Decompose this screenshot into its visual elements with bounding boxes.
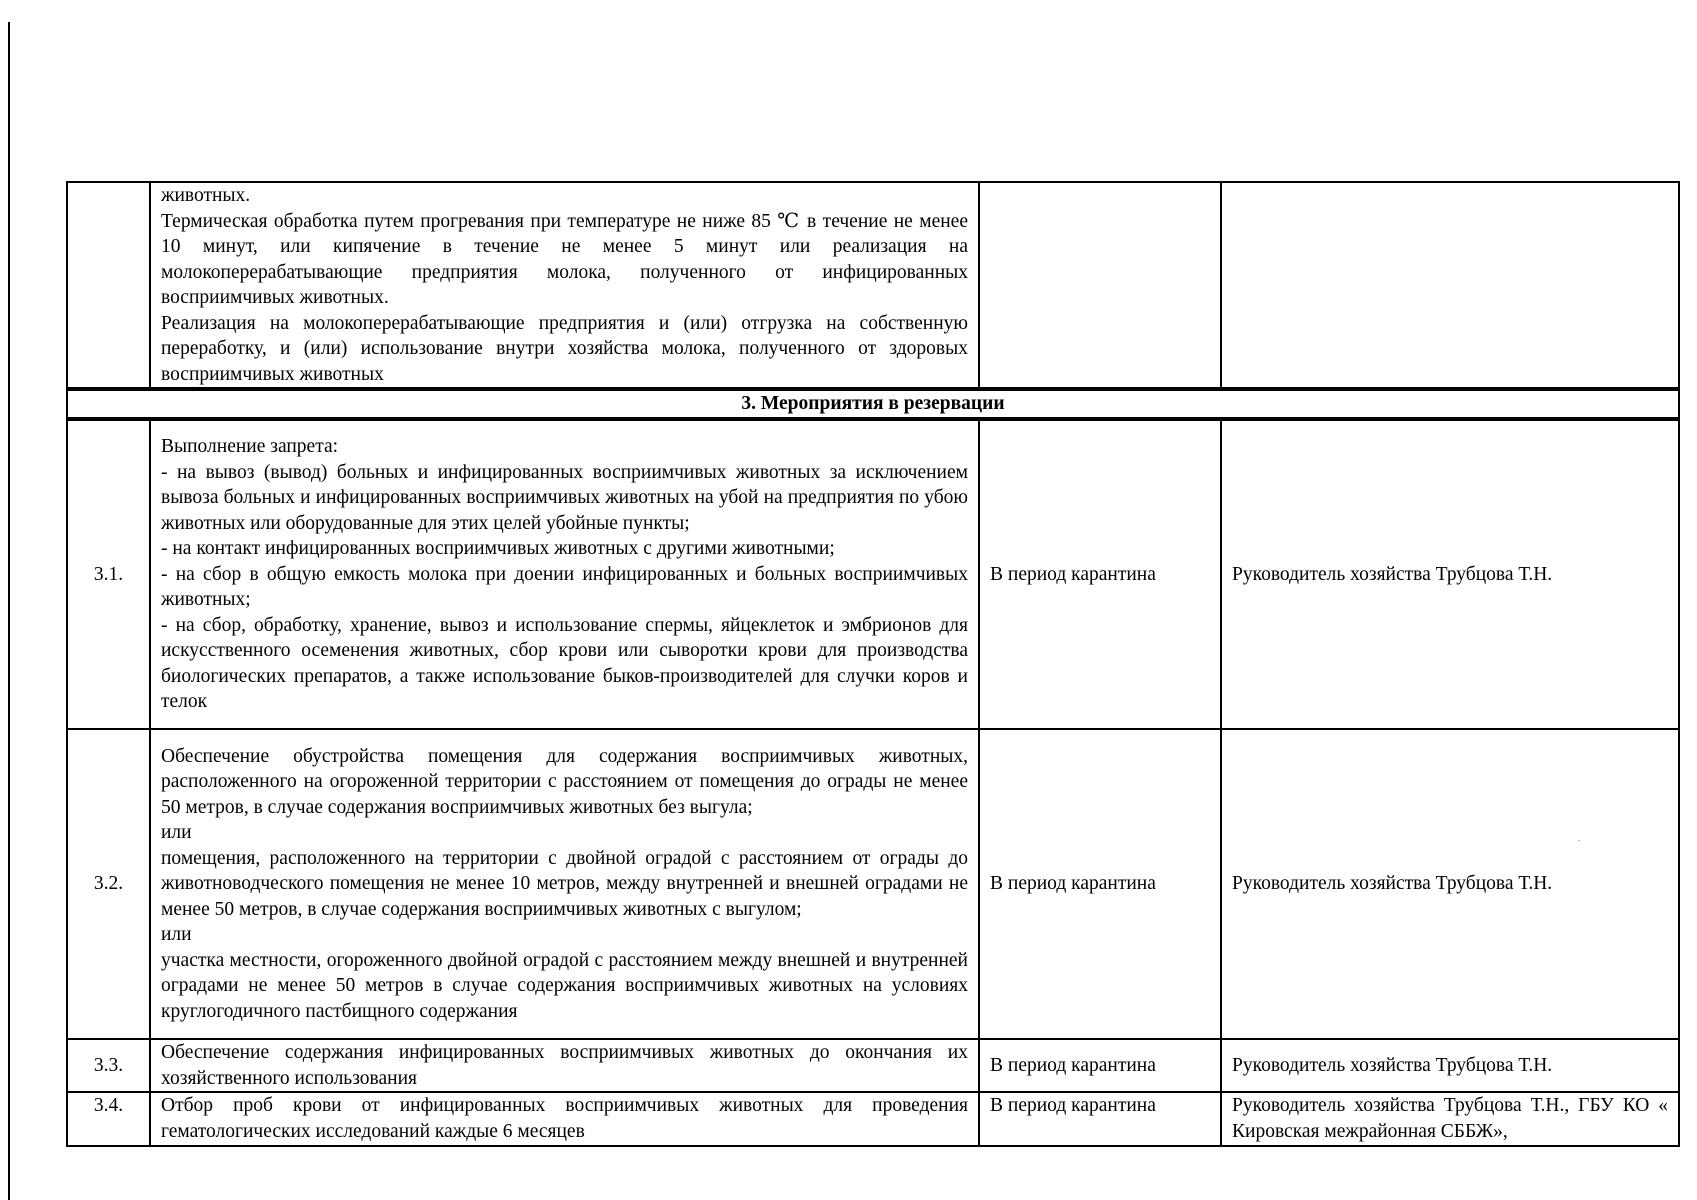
measure-description bbox=[150, 419, 979, 729]
table-row bbox=[67, 1092, 1679, 1146]
measure-term: В период карантина bbox=[979, 729, 1221, 1039]
measure-description bbox=[150, 1039, 979, 1092]
table-row bbox=[67, 1039, 1679, 1092]
desc-paragraph: Выполнение запрета: bbox=[161, 436, 339, 458]
measure-term: В период карантина bbox=[979, 1092, 1221, 1146]
measure-description bbox=[150, 729, 979, 1039]
row-number: 3.4. bbox=[67, 1092, 150, 1146]
measure-responsible: Руководитель хозяйства Трубцова Т.Н. bbox=[1221, 729, 1679, 1039]
measure-term: В период карантина bbox=[979, 1039, 1221, 1092]
desc-paragraph: - на сбор, обработку, хранение, вывоз и использование спермы, яйцеклеток и эмбрионов для искусственного осеменения животных, сбор крови или сыворотки крови для производства биологических препаратов, а также использование быков-производителей для случки коров и телок bbox=[161, 614, 968, 713]
desc-paragraph: Обеспечение содержания инфицированных восприимчивых животных до окончания их хозяйственного использования bbox=[161, 1042, 968, 1089]
desc-paragraph: участка местности, огороженного двойной оградой с расстоянием между внешней и внутренней оградами не менее 50 метров в случае содержания восприимчивых животных на условиях круглогодичного пастбищного содержания bbox=[161, 949, 968, 1022]
table-row bbox=[67, 419, 1679, 729]
measure-responsible: Руководитель хозяйства Трубцова Т.Н. bbox=[1221, 419, 1679, 729]
measure-term bbox=[979, 182, 1221, 389]
row-number: 3.2. bbox=[67, 729, 150, 1039]
page-margin-line bbox=[8, 22, 10, 1200]
measure-description bbox=[150, 1092, 979, 1146]
measure-responsible: Руководитель хозяйства Трубцова Т.Н., ГБУ КО « Кировская межрайонная СББЖ», bbox=[1221, 1092, 1679, 1146]
desc-paragraph: - на сбор в общую емкость молока при доении инфицированных и больных восприимчивых животных; bbox=[161, 563, 968, 611]
section-title: 3. Мероприятия в резервации bbox=[67, 389, 1679, 419]
table-row bbox=[67, 182, 1679, 389]
measure-description bbox=[150, 182, 979, 389]
measure-responsible: Руководитель хозяйства Трубцова Т.Н. bbox=[1221, 1039, 1679, 1092]
desc-paragraph: - на контакт инфицированных восприимчивых животных с другими животными; bbox=[161, 538, 835, 560]
desc-paragraph: или bbox=[161, 924, 192, 946]
desc-paragraph: Реализация на молокоперерабатывающие предприятия и (или) отгрузка на собственную переработку, и (или) использование внутри хозяйства молока, полученного от здоровых восприимчивых животных bbox=[161, 312, 968, 385]
desc-paragraph: Обеспечение обустройства помещения для содержания восприимчивых животных, расположенного на огороженной территории с расстоянием от помещения до ограды не менее 50 метров, в случае содержания восприимчивых животных без выгула; bbox=[161, 745, 968, 818]
desc-paragraph: Отбор проб крови от инфицированных восприимчивых животных для проведения гематологических исследований каждые 6 месяцев bbox=[161, 1095, 968, 1142]
row-number: 3.1. bbox=[67, 419, 150, 729]
measure-responsible bbox=[1221, 182, 1679, 389]
desc-paragraph: - на вывоз (вывод) больных и инфицированных восприимчивых животных за исключением вывоза больных и инфицированных восприимчивых животных на убой на предприятия по убою животных или оборудованные для этих целей убойные пункты; bbox=[161, 461, 968, 534]
desc-paragraph: животных. bbox=[161, 185, 251, 206]
desc-paragraph: или bbox=[161, 822, 192, 844]
measure-term: В период карантина bbox=[979, 419, 1221, 729]
row-number: 3.3. bbox=[67, 1039, 150, 1092]
table-row bbox=[67, 729, 1679, 1039]
desc-paragraph: помещения, расположенного на территории с двойной оградой с расстоянием от ограды до животноводческого помещения не менее 10 метров, между внутренней и внешней оградами не менее 50 метров, в случае содержания восприимчивых животных с выгулом; bbox=[161, 847, 968, 920]
measures-table bbox=[66, 181, 1680, 1147]
desc-paragraph: Термическая обработка путем прогревания при температуре не ниже 85 ℃ в течение не менее 10 минут, или кипячение в течение не менее 5 минут или реализация на молокоперерабатывающие предприятия молока, полученного от инфицированных восприимчивых животных. bbox=[161, 210, 968, 308]
row-number bbox=[67, 182, 150, 389]
section-header-row bbox=[67, 389, 1679, 419]
